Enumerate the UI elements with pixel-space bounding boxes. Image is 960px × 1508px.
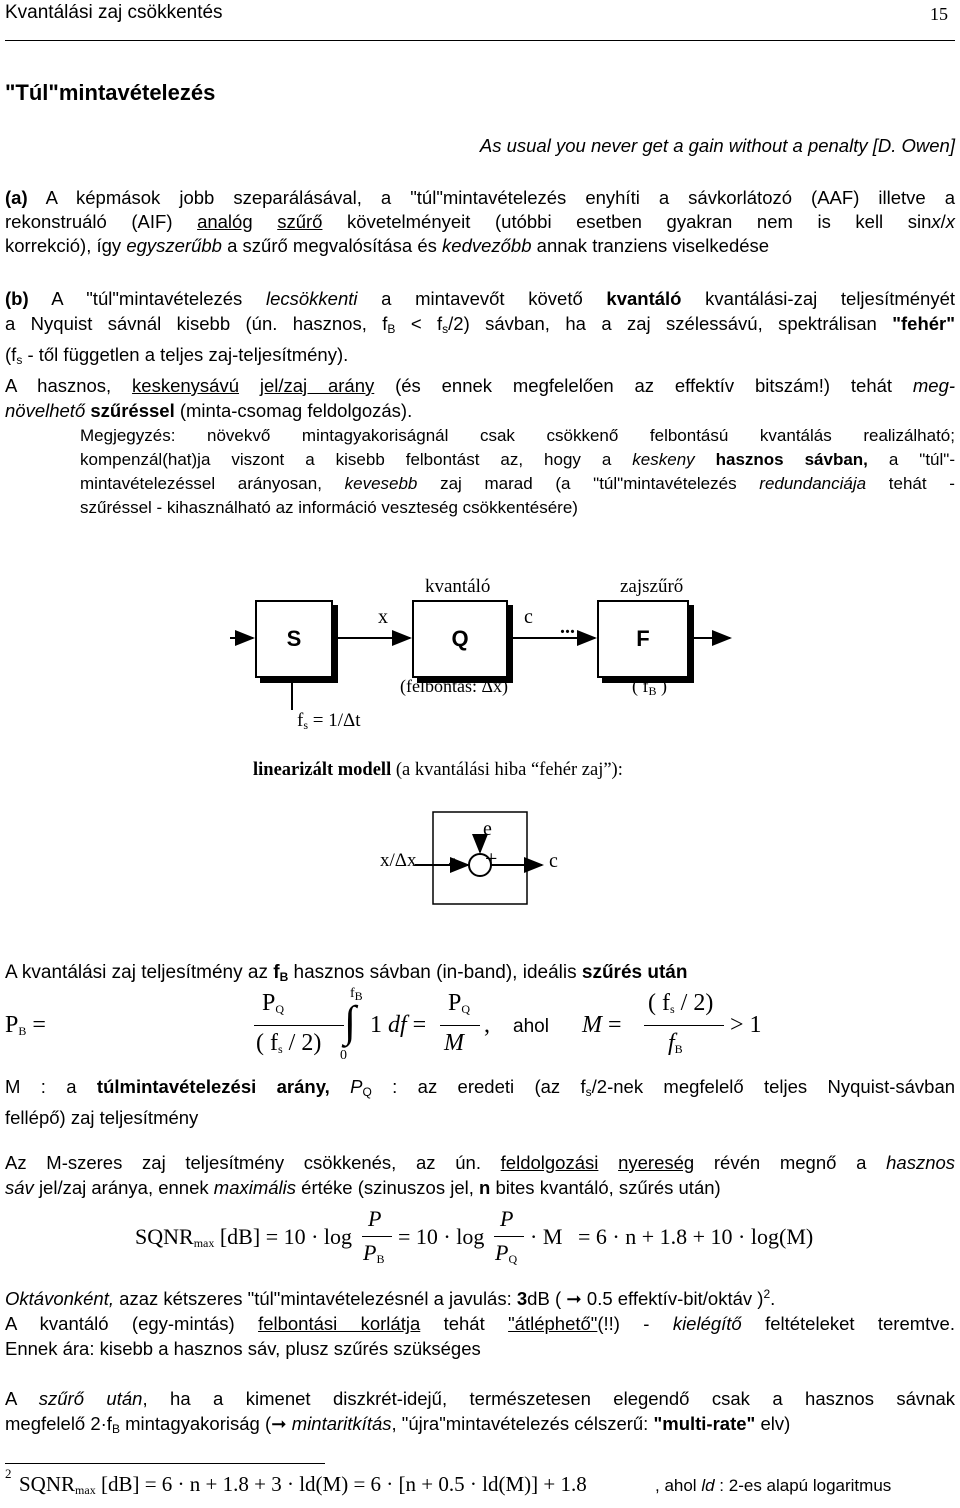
- lin-plus-2: +: [485, 846, 498, 871]
- lin-e-label: e: [483, 818, 492, 840]
- epigraph: As usual you never get a gain without a penalty [D. Owen]: [479, 135, 955, 156]
- equation-pb: $P_B$ = $P_Q$ ( $f_s / 2$) $f_B$ ∫ 0 1 df = $P_Q$ M , ahol M = ( $f_s / 2$) $f_B$ > 1: [5, 986, 762, 1063]
- quantizer-box-q: Q: [412, 600, 508, 678]
- section-title: "Túl"mintavételezés: [5, 80, 216, 105]
- lin-input-label: x/Δx: [380, 850, 417, 871]
- note: Megjegyzés: növekvő mintagyakoriságnál csak csökkenő felbontású kvantálás realizálható; kompenzál(hat)ja viszont a kisebb felbontást az, hogy a keskeny hasznos sávban, a "túl"- mintavételezéssel arányosan, kevesebb zaj marad (a "túl"mintavételezés redundanciája tehát - szűréssel - kihasználható az információ veszteség csökkentésére): [80, 426, 955, 517]
- linearized-model-caption: linearizált modell (a kvantálási hiba “fehér zaj”):: [253, 760, 623, 780]
- paragraph-b: (b) A "túl"mintavételezés lecsökkenti a mintavevőt követő kvantáló kvantálási-zaj teljesítményét a Nyquist sávnál kisebb (ún. hasznos, $f_B < f_s/2$) sávban, ha a zaj szélessávú, spektrálisan "fehér" ($f_s$ - től független a teljes zaj-teljesítmény). A hasznos, keskenysávú jel/zaj arány (és ennek megfelelően az effektív bitszám!) tehát meg- növelhető szűréssel (minta-csomag feldolgozás).: [5, 288, 956, 421]
- footnote: 2 $SQNR_{max}$ [dB] = 6 · n + 1.8 + 3 · ld(M) = 6 · [n + 0.5 · ld(M)] + 1.8 , ahol ld : 2-es alapú logaritmus: [5, 1466, 892, 1497]
- lin-plus-1: +: [448, 851, 461, 876]
- sampler-box-s: S: [255, 600, 333, 678]
- equation-sqnr: $SQNR_{max}$ [dB] = 10 · log P $P_B$ = 10 · log P $P_Q$ · M = 6 · n + 1.8 + 10 · log(M): [135, 1206, 814, 1266]
- paragraph-octave: Oktávonként, azaz kétszeres "túl"mintavételezésnél a javulás: 3dB ( ➞ 0.5 effektív-bit/oktáv )$^2$. A kvantáló (egy-mintás) felbontási korlátja tehát "átléphető"(!!) - kielégítő feltételeket teremtve. Ennek ára: kisebb a hasznos sáv, plusz szűrés szükséges: [5, 1287, 955, 1360]
- label-fs: $f_s = 1/\Delta t$: [297, 710, 361, 732]
- paragraph-m: M : a túlmintavételezési arány, $P_Q$ : az eredeti (az $f_s/2$-nek megfelelő teljes Nyquist-sávban fellépő) zaj teljesítmény: [5, 1076, 956, 1128]
- label-zajszuro: zajszűrő: [620, 576, 684, 597]
- filter-box-f: F: [597, 600, 689, 678]
- linearized-model-wires: [0, 800, 960, 930]
- arrow-icon: ➞: [566, 1288, 582, 1310]
- label-dots: ...: [560, 616, 575, 638]
- paragraph-multirate: A szűrő után, ha a kimenet diszkrét-idejű, természetesen elegendő csak a hasznos sávnak megfelelő $2\cdot f_B$ mintagyakoriság (➞ mintaritkítás, "újra"mintavételezés célszerű: "multi-rate" elv): [5, 1388, 956, 1436]
- paragraph-processing-gain: Az M-szeres zaj teljesítmény csökkenés, az ún. feldolgozási nyereség révén megnő a hasznos sáv jel/zaj aránya, ennek maximális értéke (szinuszos jel, n bites kvantáló, szűrés után): [5, 1152, 956, 1198]
- page-number: 15: [930, 4, 948, 24]
- footnote-rule: [5, 1463, 325, 1464]
- label-fb: ( $f_B$ ): [632, 676, 668, 698]
- lin-c-label: c: [549, 850, 558, 872]
- label-x: x: [378, 606, 388, 628]
- running-title: Kvantálási zaj csökkentés: [5, 2, 223, 23]
- noise-power-sentence: A kvantálási zaj teljesítmény az $f_B$ hasznos sávban (in-band), ideális szűrés után: [5, 962, 688, 984]
- label-felbontas: (felbontás: Δx): [400, 676, 509, 696]
- arrow-icon: ➞: [271, 1413, 287, 1434]
- header-rule: [5, 40, 955, 41]
- label-kvantalo: kvantáló: [425, 576, 491, 597]
- paragraph-a: (a) A képmások jobb szeparálásával, a "túl"mintavételezés enyhíti a sávkorlátozó (AAF) illetve a rekonstruáló (AIF) analóg szűrő követelményeit (utóbbi esetben gyakran nem is kell sinx/x korrekció), így egyszerűbb a szűrő megvalósítása és kedvezőbb annak tranziens viselkedése: [5, 187, 956, 256]
- label-c: c: [524, 606, 533, 628]
